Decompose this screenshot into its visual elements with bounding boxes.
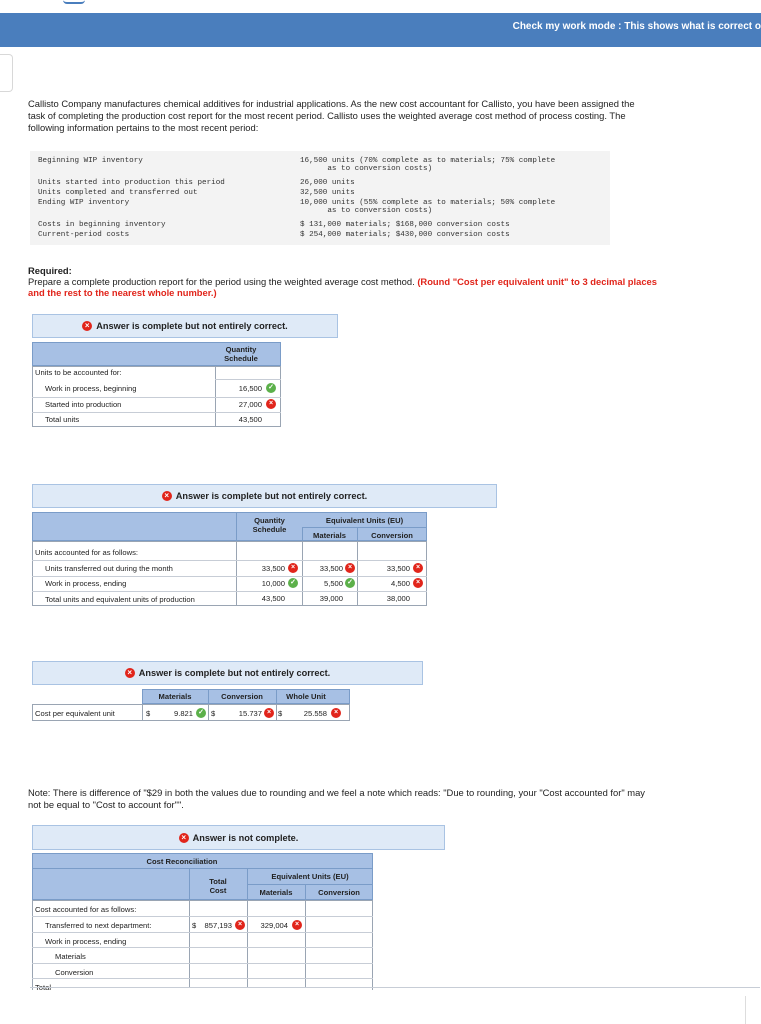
banner-text: Answer is complete but not entirely correct. [175, 491, 368, 501]
answer-status-banner [32, 661, 423, 685]
row-label: Total units and equivalent units of production [45, 595, 195, 604]
row-label: Total units [45, 415, 80, 424]
check-work-header [0, 13, 761, 47]
answer-status-banner [32, 825, 445, 850]
quantity-input[interactable]: 16,500 [238, 384, 262, 393]
row-label: Work in process, ending [45, 937, 127, 946]
conversion-total: 38,000 [386, 594, 410, 603]
answer-status-banner [32, 484, 497, 508]
col-divider [302, 541, 303, 606]
info-label: Units started into production this period [38, 179, 225, 187]
info-label: Current-period costs [38, 231, 130, 239]
whole-unit-cost-input[interactable]: 25.558 [303, 709, 327, 718]
check-icon: ✓ [345, 578, 355, 588]
col-quantity-schedule: Quantity Schedule [224, 345, 258, 363]
col-divider [357, 541, 358, 606]
x-icon: × [292, 920, 302, 930]
conversion-input[interactable]: 4,500 [390, 579, 410, 588]
answer-status-banner [32, 314, 338, 338]
row-divider [32, 978, 373, 979]
rounding-instruction: (Round "Cost per equivalent unit" to 3 decimal places and the rest to the nearest whole number.) [28, 276, 657, 298]
reconciliation-title: Cost Reconciliation [146, 857, 218, 866]
conversion-input[interactable]: 33,500 [386, 564, 410, 573]
required-heading: Required: [28, 265, 72, 276]
currency-symbol: $ [278, 709, 283, 718]
col-divider [247, 900, 248, 988]
check-icon: ✓ [288, 578, 298, 588]
info-value: 32,500 units [300, 189, 355, 197]
row-label: Work in process, ending [45, 579, 127, 588]
row-divider [247, 884, 373, 885]
materials-input[interactable]: 33,500 [319, 564, 343, 573]
col-divider [142, 704, 143, 721]
quantity-total: 43,500 [238, 415, 262, 424]
row-divider [32, 947, 373, 948]
banner-text: Answer is complete but not entirely correct. [96, 321, 288, 331]
row-label: Started into production [45, 400, 122, 409]
section-label: Cost accounted for as follows: [35, 905, 137, 914]
top-fragment [63, 0, 85, 4]
viewport-edge [30, 987, 760, 988]
row-label: Work in process, beginning [45, 384, 137, 393]
transferred-total-input[interactable]: 857,193 [204, 921, 232, 930]
currency-symbol: $ [146, 709, 151, 718]
materials-cost-input[interactable]: 9.821 [173, 709, 193, 718]
info-value: 16,500 units (70% complete as to materials; 75% complete as to conversion costs) [300, 157, 556, 173]
col-divider [208, 704, 209, 721]
row-divider [32, 397, 281, 398]
row-divider [32, 560, 427, 561]
info-value: $ 131,000 materials; $168,000 conversion costs [300, 221, 510, 229]
x-circle-icon: × [125, 668, 135, 678]
row-divider [32, 591, 427, 592]
col-divider [305, 900, 306, 988]
required-text: Prepare a complete production report for the period using the weighted average cost method. [28, 276, 415, 287]
col-whole-unit: Whole Unit [286, 692, 326, 701]
col-materials: Materials [259, 888, 293, 897]
quantity-input[interactable]: 10,000 [261, 579, 285, 588]
header-title: Check my work mode : This shows what is correct o [512, 21, 761, 32]
x-icon: × [266, 399, 276, 409]
x-icon: × [288, 563, 298, 573]
info-label: Costs in beginning inventory [38, 221, 166, 229]
quantity-input[interactable]: 27,000 [238, 400, 262, 409]
row-divider [32, 963, 373, 964]
info-value: 26,000 units [300, 179, 355, 187]
row-divider [32, 932, 373, 933]
side-tab[interactable] [0, 54, 13, 92]
row-divider [32, 868, 373, 869]
check-icon: ✓ [196, 708, 206, 718]
col-divider [189, 900, 190, 988]
info-label: Units completed and transferred out [38, 189, 198, 197]
rounding-note: Note: There is difference of "$29 in both the values due to rounding and we feel a note which reads: "Due to rounding, your "Cost accounted for" may not be equal to "Cost to account for"". [28, 787, 645, 810]
row-divider [302, 527, 427, 528]
quantity-input[interactable]: 33,500 [261, 564, 285, 573]
x-icon: × [413, 578, 423, 588]
row-label: Materials [55, 952, 86, 961]
col-materials: Materials [313, 531, 346, 540]
currency-symbol: $ [192, 921, 197, 930]
row-label: Units transferred out during the month [45, 564, 173, 573]
banner-text: Answer is not complete. [192, 832, 299, 843]
banner-text: Answer is complete but not entirely correct. [138, 668, 331, 678]
required-section [28, 265, 668, 298]
x-icon: × [331, 708, 341, 718]
x-icon: × [345, 563, 355, 573]
info-value: $ 254,000 materials; $430,000 conversion costs [300, 231, 510, 239]
row-label: Conversion [55, 968, 94, 977]
col-conversion: Conversion [371, 531, 413, 540]
section-label: Units to be accounted for: [35, 368, 122, 377]
check-icon: ✓ [266, 383, 276, 393]
col-conversion: Conversion [318, 888, 360, 897]
scroll-corner [745, 996, 761, 1024]
x-circle-icon: × [82, 321, 92, 331]
col-conversion: Conversion [221, 692, 263, 701]
x-icon: × [413, 563, 423, 573]
transferred-materials-input[interactable]: 329,004 [260, 921, 288, 930]
col-total-cost: Total Cost [209, 877, 227, 895]
row-divider [215, 379, 281, 380]
quantity-total: 43,500 [261, 594, 285, 603]
currency-symbol: $ [211, 709, 216, 718]
row-divider [32, 576, 427, 577]
row-label: Transferred to next department: [45, 921, 152, 930]
conversion-cost-input[interactable]: 15.737 [238, 709, 262, 718]
problem-intro: Callisto Company manufactures chemical additives for industrial applications. As the new cost accountant for Callisto, you have been assigned the task of completing the production cost report for the most recent period. Callisto uses the weighted average cost method of process costing. The following information pertains to the most recent period: [28, 98, 635, 133]
x-icon: × [264, 708, 274, 718]
col-divider [276, 704, 277, 721]
col-equivalent-units: Equivalent Units (EU) [271, 872, 349, 881]
col-materials: Materials [158, 692, 192, 701]
info-label: Beginning WIP inventory [38, 157, 143, 165]
col-equivalent-units: Equivalent Units (EU) [325, 516, 404, 525]
col-quantity-schedule: Quantity Schedule [252, 516, 287, 534]
info-label: Ending WIP inventory [38, 199, 130, 207]
materials-total: 39,000 [319, 594, 343, 603]
info-table [30, 151, 610, 245]
materials-input[interactable]: 5,500 [323, 579, 343, 588]
row-divider [32, 916, 373, 917]
row-divider [32, 412, 281, 413]
section-label: Units accounted for as follows: [35, 548, 138, 557]
x-circle-icon: × [162, 491, 172, 501]
info-value: 10,000 units (55% complete as to materials; 50% complete as to conversion costs) [300, 199, 556, 215]
col-divider [236, 541, 237, 606]
row-label: Cost per equivalent unit [35, 709, 115, 718]
x-icon: × [235, 920, 245, 930]
x-circle-icon: × [179, 833, 189, 843]
